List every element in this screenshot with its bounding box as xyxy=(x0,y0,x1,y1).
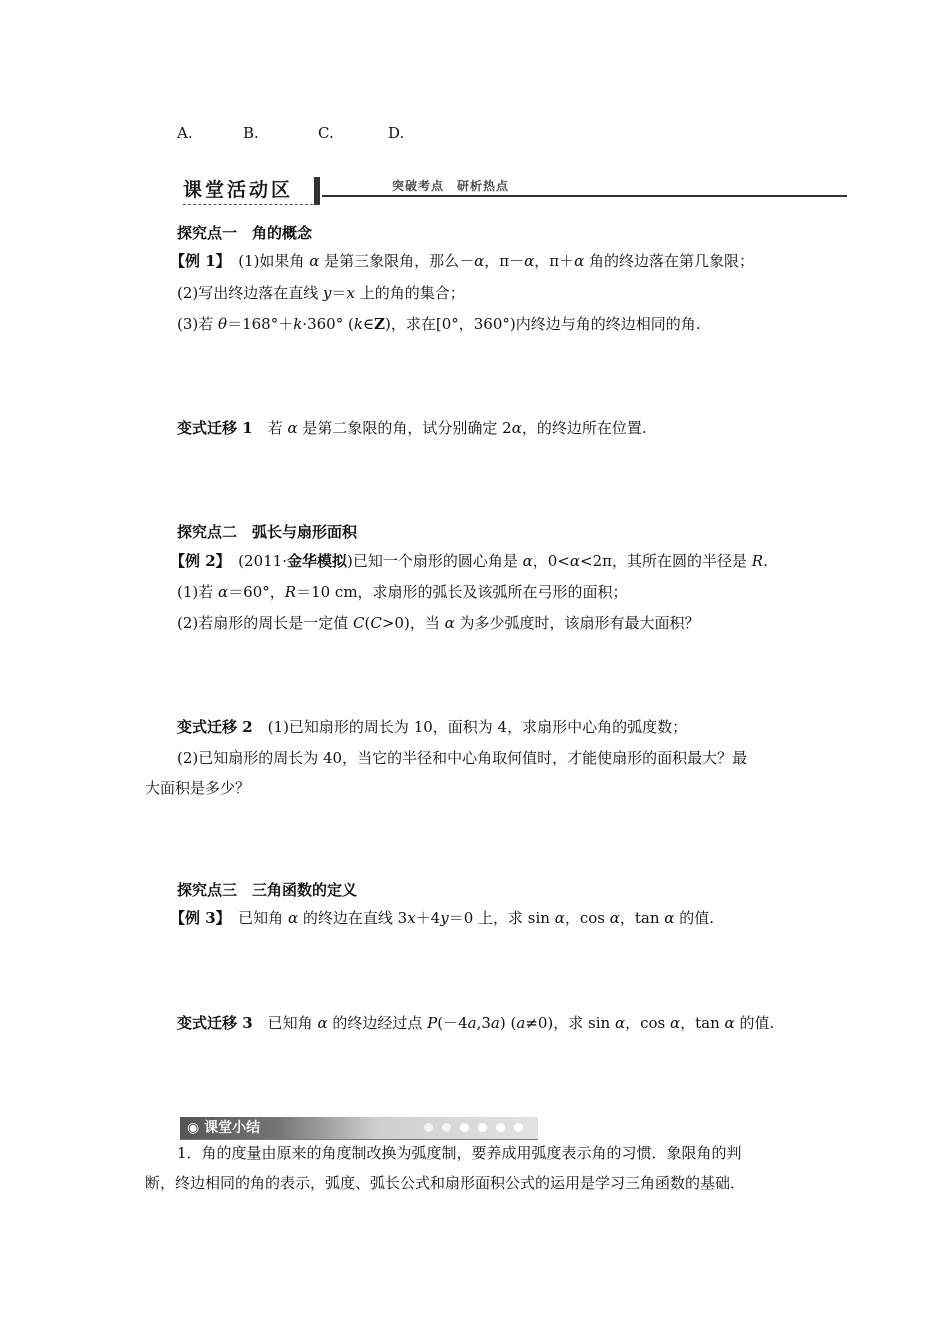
example-1-line-2: (2)写出终边落在直线 y＝x 上的角的集合； xyxy=(177,284,465,302)
option-b: B. xyxy=(243,124,259,142)
variant-3: 变式迁移 3 已知角 α 的终边经过点 P(－4a,3a) (a≠0)，求 sin α，cos α，tan α 的值. xyxy=(177,1014,775,1032)
dot-icon xyxy=(442,1123,451,1132)
dot-icon xyxy=(478,1123,487,1132)
summary-line-1: 1．角的度量由原来的角度制改换为弧度制，要养成用弧度表示角的习惯．象限角的判 xyxy=(177,1144,742,1162)
example-2-line-1: 【例 2】 (2011·金华模拟)已知一个扇形的圆心角是 α，0<α<2π，其所在圆的半径是 R. xyxy=(170,552,768,570)
option-a: A. xyxy=(177,124,193,142)
banner-underline xyxy=(183,204,313,205)
heading-point-2: 探究点二 弧长与扇形面积 xyxy=(177,523,358,541)
section-banner-tagline: 突破考点 研析热点 xyxy=(392,179,510,193)
dot-icon xyxy=(424,1123,433,1132)
dot-icon xyxy=(496,1123,505,1132)
banner-bar xyxy=(314,177,320,205)
heading-point-3: 探究点三 三角函数的定义 xyxy=(177,881,358,899)
example-2-line-3: (2)若扇形的周长是一定值 C(C>0)，当 α 为多少弧度时，该扇形有最大面积？ xyxy=(177,614,700,632)
dot-icon xyxy=(460,1123,469,1132)
variant-2-line-2: (2)已知扇形的周长为 40，当它的半径和中心角取何值时，才能使扇形的面积最大？最 xyxy=(177,749,748,767)
variant-2-line-3: 大面积是多少？ xyxy=(145,779,251,797)
option-d: D. xyxy=(388,124,405,142)
example-3: 【例 3】 已知角 α 的终边在直线 3x＋4y＝0 上，求 sin α，cos α，tan α 的值. xyxy=(170,909,714,927)
heading-point-1: 探究点一 角的概念 xyxy=(177,224,313,242)
example-2-line-2: (1)若 α＝60°，R＝10 cm，求扇形的弧长及该弧所在弓形的面积； xyxy=(177,583,628,601)
banner-rule xyxy=(322,195,847,197)
section-banner-title: 课堂活动区 xyxy=(183,179,294,201)
summary-rule xyxy=(180,1139,538,1140)
summary-label: ◉ 课堂小结 xyxy=(187,1120,261,1136)
example-1-line-1: 【例 1】 (1)如果角 α 是第三象限角，那么－α，π－α，π＋α 角的终边落在第几象限； xyxy=(170,252,755,270)
variant-2-line-1: 变式迁移 2 (1)已知扇形的周长为 10，面积为 4，求扇形中心角的弧度数； xyxy=(177,718,688,736)
summary-line-2: 断，终边相同的角的表示，弧度、弧长公式和扇形面积公式的运用是学习三角函数的基础． xyxy=(145,1174,746,1192)
variant-1: 变式迁移 1 若 α 是第二象限的角，试分别确定 2α，的终边所在位置. xyxy=(177,419,647,437)
dot-icon xyxy=(514,1123,523,1132)
option-c: C. xyxy=(318,124,334,142)
summary-banner xyxy=(180,1117,538,1139)
example-1-line-3: (3)若 θ＝168°＋k·360° (k∈Z)，求在[0°，360°)内终边与角的终边相同的角. xyxy=(177,315,701,333)
